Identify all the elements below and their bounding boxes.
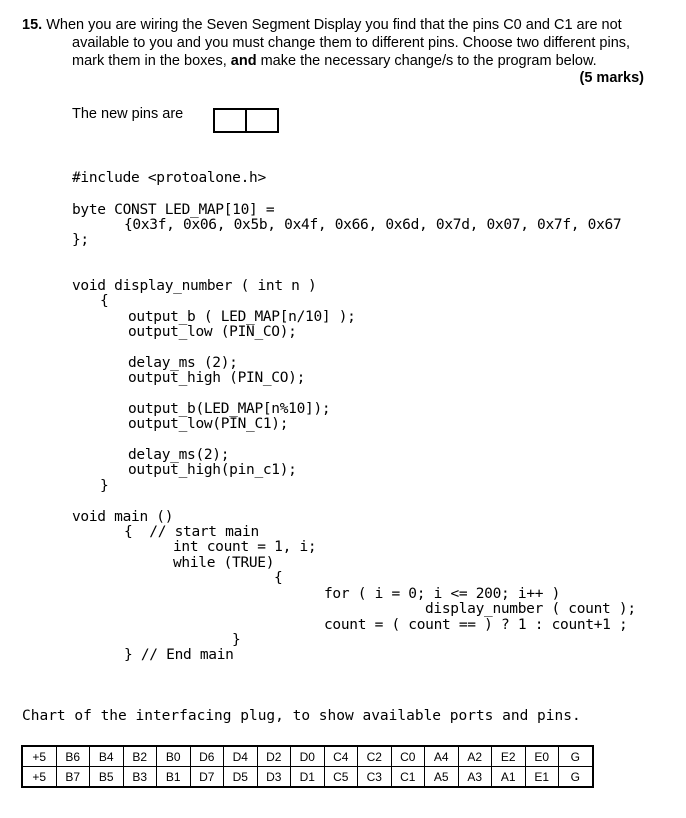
code-line-6: output_low(PIN_C1); — [128, 416, 289, 432]
pin-box-2[interactable] — [245, 108, 279, 133]
pin-cell: +5 — [23, 767, 57, 787]
pin-cell: D2 — [257, 747, 291, 767]
code-main-signature: void main () — [72, 509, 174, 525]
code-map-values: {0x3f, 0x06, 0x5b, 0x4f, 0x66, 0x6d, 0x7d, 0x07, 0x7f, 0x67 — [124, 217, 622, 233]
pin-cell: E0 — [525, 747, 559, 767]
question-number: 15. — [22, 17, 43, 33]
pin-cell: C0 — [391, 747, 425, 767]
code-main-open: { // start main — [124, 524, 259, 540]
pin-cell: D1 — [291, 767, 325, 787]
code-func-close-brace: } — [100, 478, 109, 494]
code-line-7: delay_ms(2); — [128, 447, 230, 463]
question-line-2: available to you and you must change them to different pins. Choose two different pins, — [72, 35, 631, 51]
pin-cell: C2 — [358, 747, 392, 767]
pin-cell: E1 — [525, 767, 559, 787]
code-line-5: output_b(LED_MAP[n%10]); — [128, 401, 331, 417]
code-func-open-brace: { — [100, 293, 109, 309]
pin-row — [23, 747, 593, 767]
pin-cell: D0 — [291, 747, 325, 767]
pin-cell: B1 — [157, 767, 191, 787]
pin-cell: A5 — [425, 767, 459, 787]
pin-cell: D6 — [190, 747, 224, 767]
question-text — [22, 16, 667, 70]
marks-label: (5 marks) — [579, 70, 644, 86]
pin-cell: G — [559, 767, 593, 787]
pin-cell: A4 — [425, 747, 459, 767]
code-declaration: int count = 1, i; — [173, 539, 317, 555]
code-byte-line: byte CONST LED_MAP[10] = — [72, 202, 275, 218]
pin-cell: +5 — [23, 747, 57, 767]
pin-cell: B4 — [90, 747, 124, 767]
code-count-line: count = ( count == ) ? 1 : count+1 ; — [324, 617, 628, 633]
code-line-2: output_low (PIN_CO); — [128, 324, 297, 340]
pin-cell: B3 — [123, 767, 157, 787]
chart-title: Chart of the interfacing plug, to show available ports and pins. — [22, 708, 581, 724]
code-line-8: output_high(pin_c1); — [128, 462, 297, 478]
code-func-signature: void display_number ( int n ) — [72, 278, 317, 294]
pin-cell: B7 — [56, 767, 90, 787]
pin-cell: D7 — [190, 767, 224, 787]
pin-cell: A3 — [458, 767, 492, 787]
question-and-bold: and — [230, 53, 257, 69]
code-while-close: } — [232, 632, 241, 648]
code-call-line: display_number ( count ); — [425, 601, 636, 617]
code-for-line: for ( i = 0; i <= 200; i++ ) — [324, 586, 561, 602]
pin-row — [23, 767, 593, 787]
pin-chart-table — [22, 746, 593, 787]
code-line-4: output_high (PIN_CO); — [128, 370, 306, 386]
code-while-open: { — [274, 570, 283, 586]
question-line-1: When you are wiring the Seven Segment Display you find that the pins C0 and C1 are not — [46, 17, 622, 33]
pin-cell: C1 — [391, 767, 425, 787]
question-line-3 — [22, 52, 667, 70]
pin-cell: C3 — [358, 767, 392, 787]
pin-cell: C5 — [324, 767, 358, 787]
code-while: while (TRUE) — [173, 555, 275, 571]
pin-cell: D5 — [224, 767, 258, 787]
question-line-3a: mark them in the boxes, — [72, 53, 227, 69]
pin-cell: B6 — [56, 747, 90, 767]
pin-cell: D4 — [224, 747, 258, 767]
pin-cell: D3 — [257, 767, 291, 787]
pin-cell: G — [559, 747, 593, 767]
pin-cell: A1 — [492, 767, 526, 787]
code-include: #include <protoalone.h> — [72, 170, 266, 186]
pin-cell: B5 — [90, 767, 124, 787]
code-map-close: }; — [72, 232, 89, 248]
pin-cell: A2 — [458, 747, 492, 767]
pin-answer-boxes — [213, 108, 279, 133]
pin-box-1[interactable] — [213, 108, 247, 133]
pin-cell: B2 — [123, 747, 157, 767]
pin-cell: E2 — [492, 747, 526, 767]
code-line-3: delay_ms (2); — [128, 355, 238, 371]
code-line-1: output_b ( LED_MAP[n/10] ); — [128, 309, 356, 325]
pin-cell: B0 — [157, 747, 191, 767]
pin-cell: C4 — [324, 747, 358, 767]
new-pins-label: The new pins are — [72, 106, 184, 122]
question-line-3c: make the necessary change/s to the program below. — [260, 53, 597, 69]
code-main-close: } // End main — [124, 647, 234, 663]
